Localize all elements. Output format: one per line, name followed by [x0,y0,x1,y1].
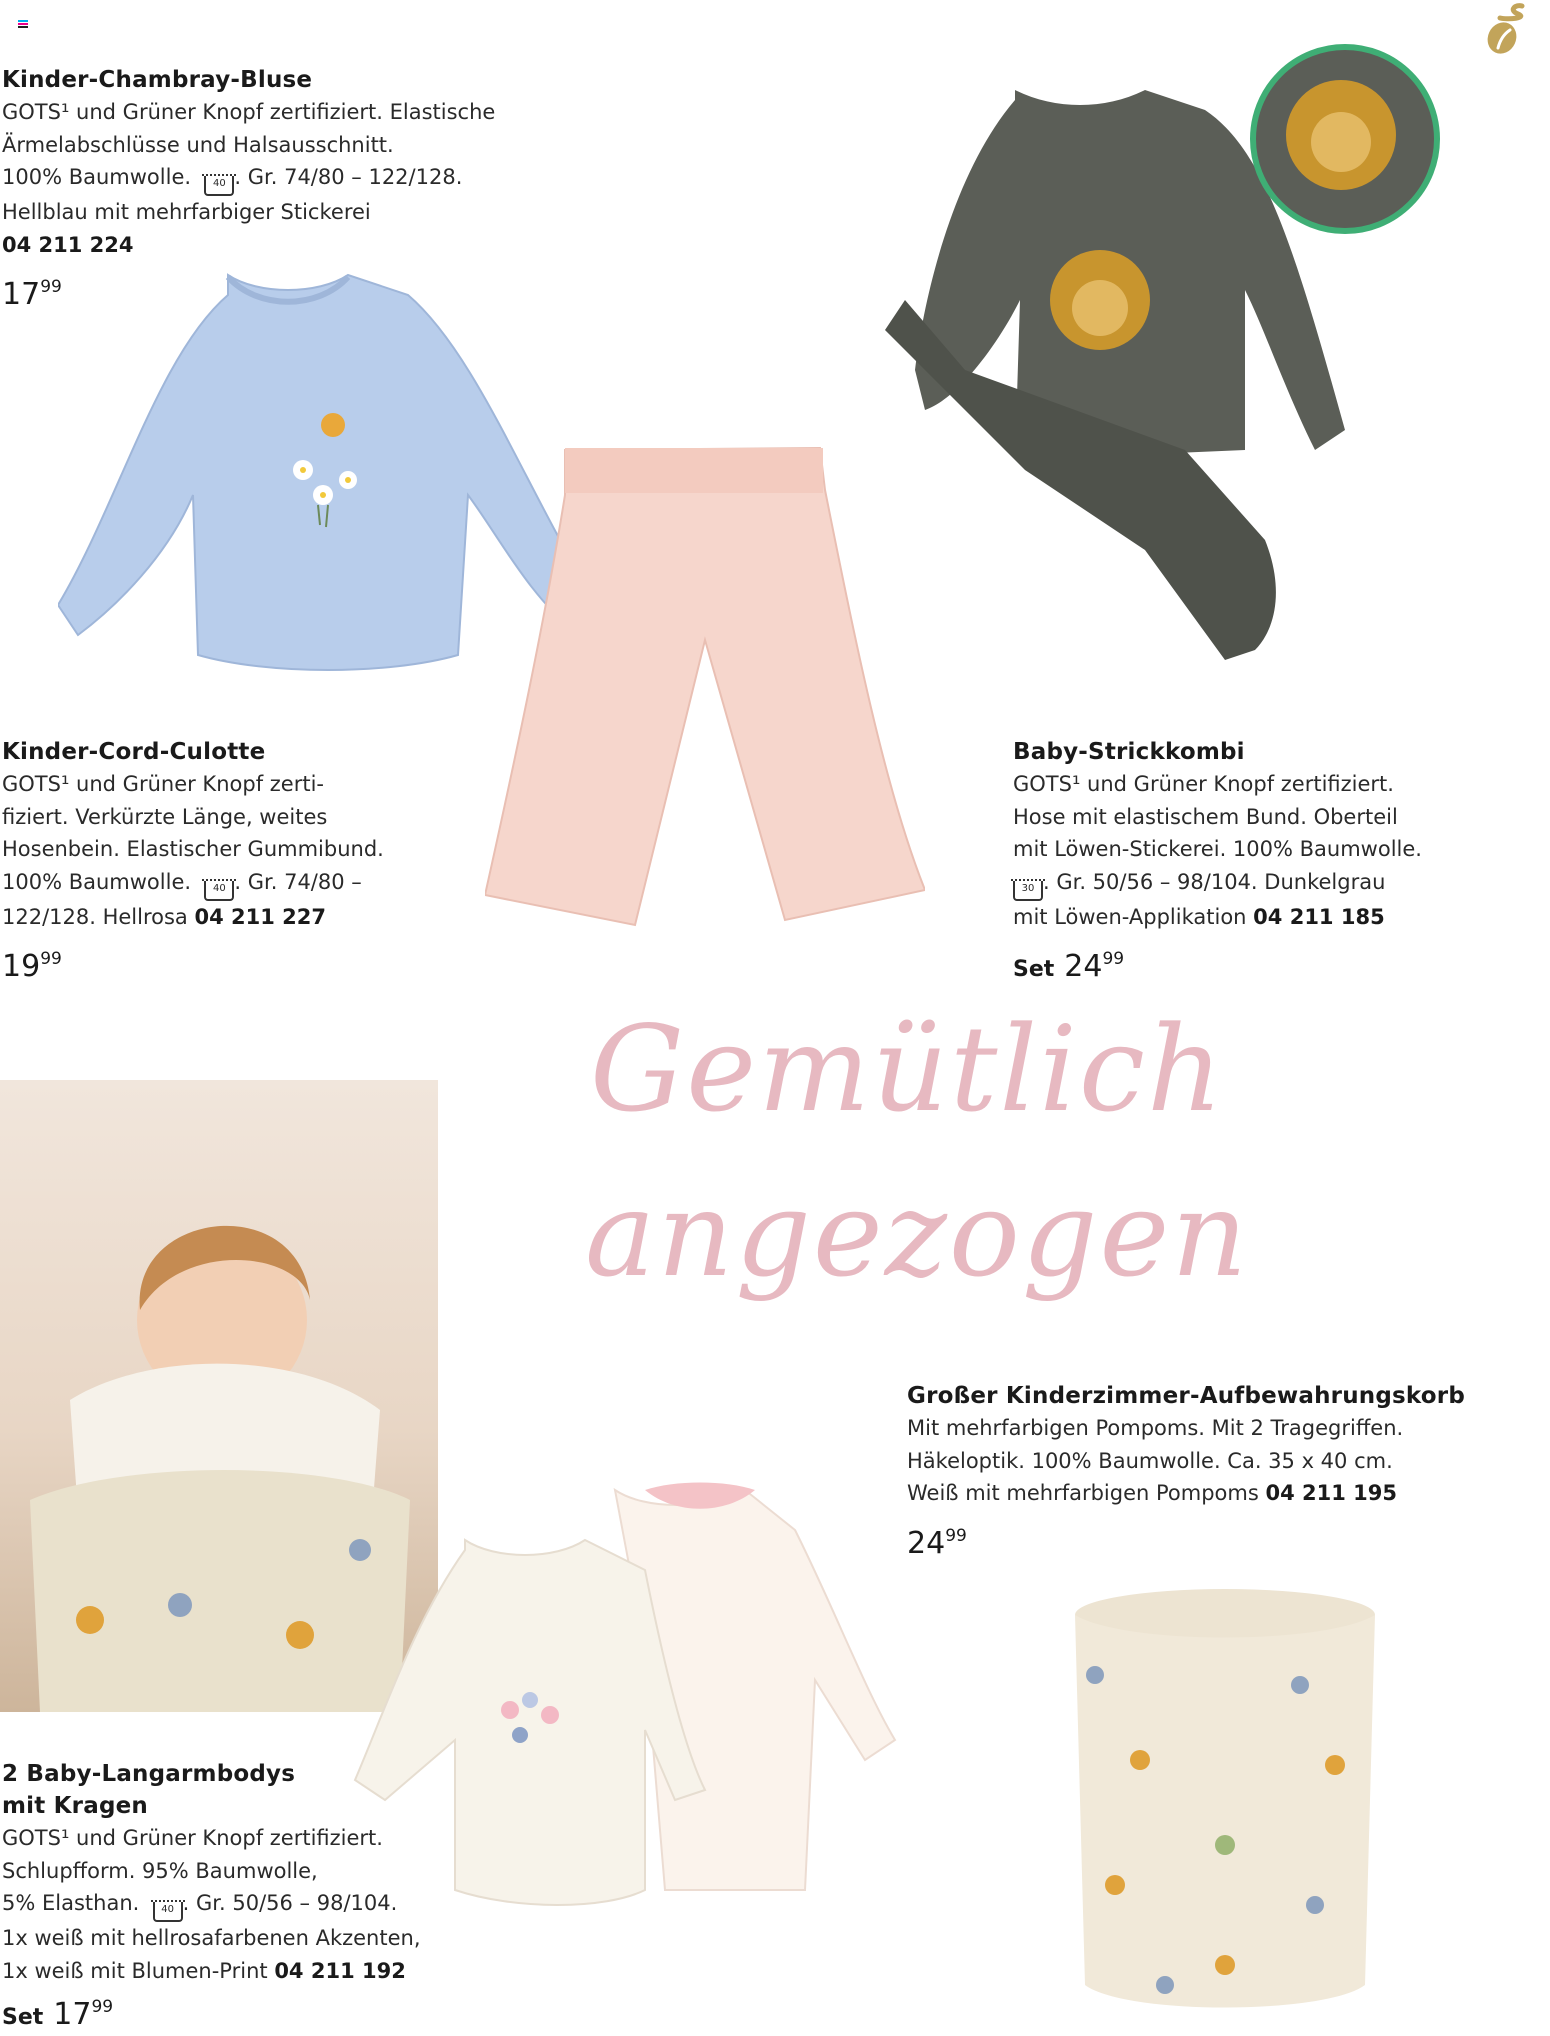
headline-line-1: Gemütlich [590,1000,1225,1138]
article-number: 04 211 192 [274,1958,406,1983]
article-number: 04 211 195 [1265,1481,1398,1505]
product-title: Kinder-Chambray-Bluse [2,67,313,93]
article-number: 04 211 227 [194,904,327,929]
price: $24^{99}$ [907,1525,967,1561]
wash-symbol-icon: 40 [153,1902,183,1922]
price: $17^{99}$ [2,277,62,312]
product-culotte: Kinder-Cord-Culotte GOTS¹ und Grüner Knopf zerti- fiziert. Verkürzte Länge, weites Hosenbein. Elastischer Gummibund. 100% Baumwolle. 40 . Gr. 74/80 – 122/128. Hellrosa 04 211 227 $19^{99}$ [2,736,462,985]
product-basket: Großer Kinderzimmer-Aufbewahrungskorb Mit mehrfarbigen Pompoms. Mit 2 Tragegriffen. Häkeloptik. 100% Baumwolle. Ca. 35 x 40 cm. Weiß mit mehrfarbigen Pompoms 04 211 195 $24^{99}$ [907,1380,1527,1562]
price: Set $24^{99}$ [1013,949,1125,984]
basket-image [1065,1585,1385,2015]
wash-symbol-icon: 40 [204,176,234,196]
price: Set $17^{99}$ [2,1997,114,2032]
coffee-bean-logo-icon [1478,2,1530,56]
product-bodysuits: 2 Baby-Langarmbodys mit Kragen GOTS¹ und Grüner Knopf zertifiziert. Schlupfform. 95% Baumwolle, 5% Elasthan. 40 . Gr. 50/56 – 98/104. 1x weiß mit hellrosafarbenen Akzenten, 1x weiß mit Blumen-Print 04 211 192 Set $17^{99}$ [2,1758,442,2036]
article-number: 04 211 224 [2,232,134,257]
cmyk-registration-mark [18,20,28,29]
lion-detail-inset [1250,44,1440,234]
wash-symbol-icon: 30 [1013,881,1043,901]
wash-symbol-icon: 40 [204,881,234,901]
product-knit-set: Baby-Strickkombi GOTS¹ und Grüner Knopf zertifiziert. Hose mit elastischem Bund. Oberteil mit Löwen-Stickerei. 100% Baumwolle. 30 . Gr. 50/56 – 98/104. Dunkelgrau mit Löwen-Applikation 04 211 185 Set $24^{99}$ [1013,736,1533,988]
price: $19^{99}$ [2,949,62,984]
product-description: GOTS¹ und Grüner Knopf zertifiziert. Elastische Ärmelabschlüsse und Halsausschnitt. 100% Baumwolle. 40 . Gr. 74/80 – 122/128. Hellblau mit mehrfarbiger Stickerei 04 211 224 [2,100,496,257]
headline-line-2: angezogen [585,1165,1250,1303]
article-number: 04 211 185 [1253,904,1385,929]
